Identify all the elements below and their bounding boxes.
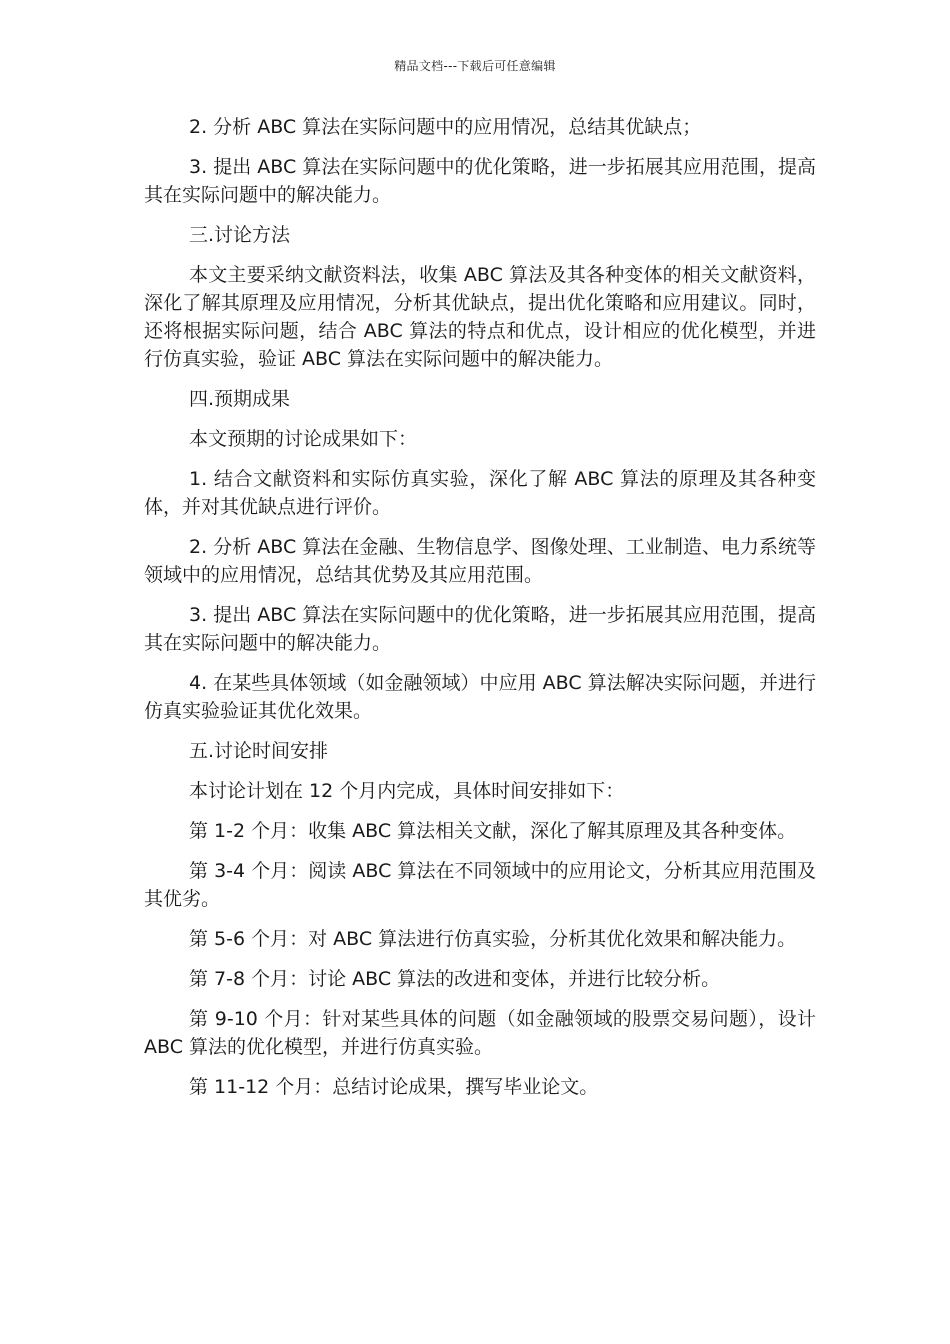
section-heading-expected-results: 四.预期成果 <box>189 388 291 410</box>
schedule-item-4: 第 7-8 个月：讨论 ABC 算法的改进和变体，并进行比较分析。 <box>189 968 721 990</box>
objective-item-2: 2. 分析 ABC 算法在实际问题中的应用情况，总结其优缺点； <box>189 116 702 138</box>
section-heading-methods: 三.讨论方法 <box>189 224 291 246</box>
expected-result-item-3: 3. 提出 ABC 算法在实际问题中的优化策略，进一步拓展其应用范围，提高其在实际问题中的解决能力。 <box>144 604 816 654</box>
methods-paragraph: 本文主要采纳文献资料法，收集 ABC 算法及其各种变体的相关文献资料，深化了解其原理及应用情况，分析其优缺点，提出优化策略和应用建议。同时，还将根据实际问题，结合 ABC 算法的特点和优点，设计相应的优化模型，并进行仿真实验，验证 ABC 算法在实际问题中的解决能力。 <box>144 264 816 370</box>
schedule-item-6: 第 11-12 个月：总结讨论成果，撰写毕业论文。 <box>189 1076 599 1098</box>
expected-result-item-2: 2. 分析 ABC 算法在金融、生物信息学、图像处理、工业制造、电力系统等领域中的应用情况，总结其优势及其应用范围。 <box>144 536 816 586</box>
expected-result-item-1: 1. 结合文献资料和实际仿真实验，深化了解 ABC 算法的原理及其各种变体，并对其优缺点进行评价。 <box>144 468 816 518</box>
schedule-item-5: 第 9-10 个月：针对某些具体的问题（如金融领域的股票交易问题），设计 ABC 算法的优化模型，并进行仿真实验。 <box>144 1008 816 1058</box>
document-body <box>144 113 816 1113</box>
schedule-item-2: 第 3-4 个月：阅读 ABC 算法在不同领域中的应用论文，分析其应用范围及其优劣。 <box>144 860 816 910</box>
page-header: 精品文档---下载后可任意编辑 <box>394 59 556 73</box>
schedule-item-3: 第 5-6 个月：对 ABC 算法进行仿真实验，分析其优化效果和解决能力。 <box>189 928 797 950</box>
expected-result-item-4: 4. 在某些具体领域（如金融领域）中应用 ABC 算法解决实际问题，并进行仿真实验验证其优化效果。 <box>144 672 816 722</box>
section-heading-schedule: 五.讨论时间安排 <box>189 740 329 762</box>
schedule-item-1: 第 1-2 个月：收集 ABC 算法相关文献，深化了解其原理及其各种变体。 <box>189 820 797 842</box>
expected-results-intro: 本文预期的讨论成果如下： <box>189 428 418 450</box>
objective-item-3: 3. 提出 ABC 算法在实际问题中的优化策略，进一步拓展其应用范围，提高其在实际问题中的解决能力。 <box>144 156 816 206</box>
schedule-intro: 本讨论计划在 12 个月内完成，具体时间安排如下： <box>189 780 625 802</box>
